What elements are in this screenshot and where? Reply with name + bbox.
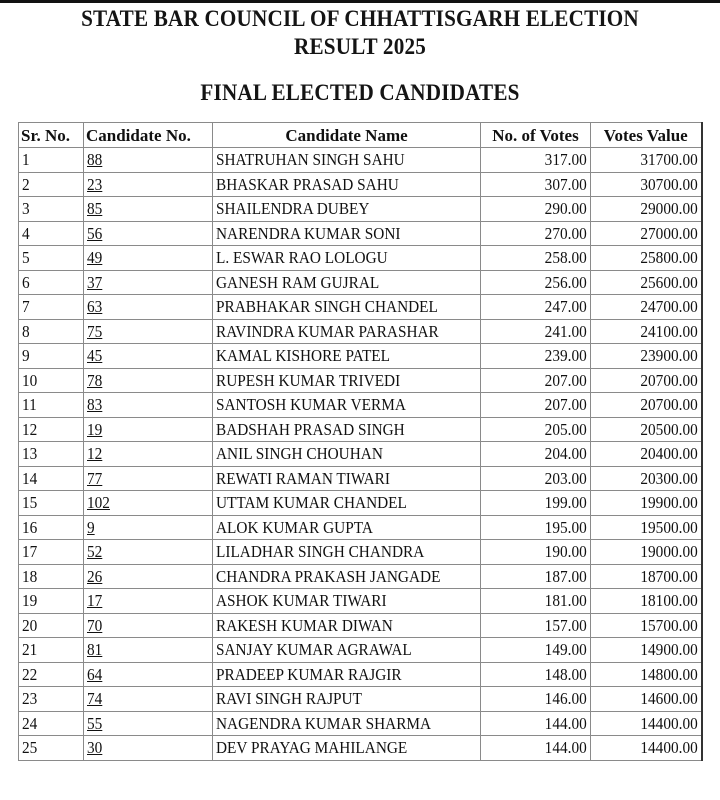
cell-votes-value [591,515,702,540]
votes-text: 247.00 [544,297,587,317]
cell-sr-no [19,344,84,369]
cell-candidate-name [213,197,481,222]
votes-text: 307.00 [544,174,587,194]
cell-sr-no [19,442,84,467]
candidate-no-link[interactable]: 64 [87,664,103,684]
cell-candidate-no[interactable] [84,246,213,271]
table-row [19,662,702,687]
cell-votes-value [591,368,702,393]
cell-votes-value [591,613,702,638]
sr-no-text: 7 [22,297,30,317]
cell-votes-value [591,711,702,736]
cell-candidate-no[interactable] [84,687,213,712]
cell-candidate-name [213,613,481,638]
votes-value-text: 14400.00 [640,738,698,758]
table-row [19,197,702,222]
sr-no-text: 22 [22,664,38,684]
cell-candidate-no[interactable] [84,295,213,320]
cell-votes-value [591,417,702,442]
votes-value-text: 30700.00 [640,174,698,194]
cell-sr-no [19,711,84,736]
sr-no-text: 15 [22,493,38,513]
cell-no-of-votes [481,295,591,320]
votes-text: 181.00 [544,591,587,611]
sr-no-text: 14 [22,468,38,488]
cell-candidate-no[interactable] [84,393,213,418]
votes-text: 148.00 [544,664,587,684]
candidate-name-text: CHANDRA PRAKASH JANGADE [216,566,441,586]
votes-value-text: 15700.00 [640,615,698,635]
cell-sr-no [19,662,84,687]
candidate-name-text: UTTAM KUMAR CHANDEL [216,493,407,513]
cell-sr-no [19,295,84,320]
votes-value-text: 18700.00 [640,566,698,586]
table-row [19,221,702,246]
votes-value-text: 25600.00 [640,272,698,292]
cell-candidate-name [213,270,481,295]
cell-candidate-no[interactable] [84,711,213,736]
table-row [19,368,702,393]
cell-votes-value [591,197,702,222]
candidate-no-link[interactable]: 37 [87,272,103,292]
document-subtitle: FINAL ELECTED CANDIDATES [200,80,520,105]
candidate-name-text: RAVINDRA KUMAR PARASHAR [216,321,439,341]
cell-votes-value [591,491,702,516]
cell-votes-value [591,270,702,295]
sr-no-text: 12 [22,419,38,439]
cell-candidate-name [213,148,481,173]
cell-no-of-votes [481,393,591,418]
sr-no-text: 8 [22,321,30,341]
document-title-line1: STATE BAR COUNCIL OF CHHATTISGARH ELECTION [81,6,639,31]
candidate-no-link[interactable]: 88 [87,150,103,170]
cell-candidate-no[interactable] [84,319,213,344]
votes-value-text: 14900.00 [640,640,698,660]
cell-candidate-no[interactable] [84,564,213,589]
candidate-no-link[interactable]: 102 [87,493,110,513]
votes-text: 146.00 [544,689,587,709]
cell-candidate-name [213,540,481,565]
votes-text: 317.00 [544,150,587,170]
candidate-name-text: REWATI RAMAN TIWARI [216,468,390,488]
candidate-name-text: KAMAL KISHORE PATEL [216,346,390,366]
votes-value-text: 20500.00 [640,419,698,439]
cell-votes-value [591,564,702,589]
header-sr-no: Sr. No. [19,123,84,148]
candidate-name-text: BHASKAR PRASAD SAHU [216,174,399,194]
votes-text: 258.00 [544,248,587,268]
candidate-name-text: SHAILENDRA DUBEY [216,199,370,219]
cell-no-of-votes [481,172,591,197]
candidate-name-text: DEV PRAYAG MAHILANGE [216,738,408,758]
candidate-name-text: BADSHAH PRASAD SINGH [216,419,405,439]
votes-text: 149.00 [544,640,587,660]
cell-candidate-name [213,344,481,369]
table-row [19,638,702,663]
cell-candidate-name [213,638,481,663]
candidate-name-text: NAGENDRA KUMAR SHARMA [216,713,432,733]
candidate-name-text: RUPESH KUMAR TRIVEDI [216,370,401,390]
table-row [19,442,702,467]
header-candidate-no: Candidate No. [84,123,213,148]
cell-sr-no [19,172,84,197]
votes-text: 195.00 [544,517,587,537]
votes-text: 144.00 [544,713,587,733]
cell-candidate-name [213,172,481,197]
cell-votes-value [591,148,702,173]
sr-no-text: 3 [22,199,30,219]
cell-votes-value [591,442,702,467]
cell-candidate-name [213,711,481,736]
cell-votes-value [591,246,702,271]
votes-value-text: 19000.00 [640,542,698,562]
votes-value-text: 20700.00 [640,370,698,390]
votes-value-text: 27000.00 [640,223,698,243]
candidate-no-link[interactable]: 56 [87,223,103,243]
cell-candidate-name [213,295,481,320]
cell-candidate-no[interactable] [84,589,213,614]
candidate-name-text: L. ESWAR RAO LOLOGU [216,248,388,268]
cell-votes-value [591,589,702,614]
cell-votes-value [591,466,702,491]
cell-candidate-no[interactable] [84,466,213,491]
votes-text: 205.00 [544,419,587,439]
cell-candidate-no[interactable] [84,491,213,516]
sr-no-text: 21 [22,640,38,660]
sr-no-text: 23 [22,689,38,709]
cell-votes-value [591,319,702,344]
table-row [19,172,702,197]
cell-votes-value [591,221,702,246]
table-row [19,270,702,295]
candidate-no-link[interactable]: 81 [87,640,103,660]
cell-sr-no [19,368,84,393]
cell-no-of-votes [481,319,591,344]
votes-value-text: 24700.00 [640,297,698,317]
candidate-name-text: SANJAY KUMAR AGRAWAL [216,640,412,660]
sr-no-text: 1 [22,150,30,170]
table-header-row [19,123,702,148]
cell-sr-no [19,221,84,246]
votes-text: 144.00 [544,738,587,758]
sr-no-text: 6 [22,272,30,292]
candidate-name-text: PRADEEP KUMAR RAJGIR [216,664,402,684]
votes-value-text: 23900.00 [640,346,698,366]
candidate-no-link[interactable]: 19 [87,419,103,439]
cell-no-of-votes [481,417,591,442]
cell-no-of-votes [481,344,591,369]
candidate-no-link[interactable]: 12 [87,444,103,464]
candidate-name-text: ANIL SINGH CHOUHAN [216,444,383,464]
cell-candidate-no[interactable] [84,172,213,197]
header-votes-value: Votes Value [591,123,702,148]
cell-sr-no [19,197,84,222]
votes-value-text: 14800.00 [640,664,698,684]
table-row [19,148,702,173]
header-no-of-votes: No. of Votes [481,123,591,148]
cell-no-of-votes [481,270,591,295]
cell-no-of-votes [481,148,591,173]
cell-sr-no [19,319,84,344]
cell-sr-no [19,417,84,442]
cell-no-of-votes [481,442,591,467]
cell-votes-value [591,172,702,197]
votes-text: 239.00 [544,346,587,366]
votes-value-text: 24100.00 [640,321,698,341]
cell-candidate-no[interactable] [84,197,213,222]
cell-votes-value [591,662,702,687]
candidate-name-text: SHATRUHAN SINGH SAHU [216,150,405,170]
table-row [19,736,702,761]
candidate-name-text: ASHOK KUMAR TIWARI [216,591,387,611]
votes-value-text: 19900.00 [640,493,698,513]
votes-text: 207.00 [544,395,587,415]
cell-sr-no [19,638,84,663]
cell-candidate-name [213,417,481,442]
votes-value-text: 31700.00 [640,150,698,170]
sr-no-text: 17 [22,542,38,562]
cell-candidate-no[interactable] [84,417,213,442]
candidate-no-link[interactable]: 63 [87,297,103,317]
table-row [19,295,702,320]
cell-no-of-votes [481,515,591,540]
cell-no-of-votes [481,589,591,614]
cell-sr-no [19,148,84,173]
cell-candidate-name [213,687,481,712]
cell-sr-no [19,246,84,271]
cell-candidate-no[interactable] [84,638,213,663]
table-row [19,515,702,540]
cell-candidate-name [213,736,481,761]
cell-sr-no [19,687,84,712]
sr-no-text: 4 [22,223,30,243]
candidate-no-link[interactable]: 49 [87,248,103,268]
votes-value-text: 18100.00 [640,591,698,611]
cell-no-of-votes [481,197,591,222]
cell-no-of-votes [481,638,591,663]
candidate-no-link[interactable]: 77 [87,468,103,488]
cell-candidate-no[interactable] [84,540,213,565]
table-row [19,319,702,344]
header-candidate-name: Candidate Name [213,123,481,148]
votes-text: 187.00 [544,566,587,586]
candidate-name-text: NARENDRA KUMAR SONI [216,223,401,243]
votes-value-text: 14400.00 [640,713,698,733]
table-row [19,344,702,369]
cell-candidate-name [213,442,481,467]
cell-votes-value [591,295,702,320]
votes-text: 199.00 [544,493,587,513]
sr-no-text: 20 [22,615,38,635]
candidate-name-text: PRABHAKAR SINGH CHANDEL [216,297,438,317]
cell-candidate-name [213,368,481,393]
sr-no-text: 13 [22,444,38,464]
cell-candidate-name [213,319,481,344]
cell-no-of-votes [481,613,591,638]
cell-sr-no [19,613,84,638]
cell-no-of-votes [481,246,591,271]
table-row [19,711,702,736]
votes-text: 203.00 [544,468,587,488]
cell-no-of-votes [481,564,591,589]
table-row [19,246,702,271]
cell-sr-no [19,491,84,516]
cell-candidate-name [213,589,481,614]
candidate-no-link[interactable]: 26 [87,566,103,586]
cell-no-of-votes [481,736,591,761]
document-title-line2: RESULT 2025 [294,34,426,59]
cell-candidate-no[interactable] [84,662,213,687]
cell-candidate-name [213,564,481,589]
cell-sr-no [19,466,84,491]
cell-candidate-name [213,662,481,687]
cell-candidate-name [213,221,481,246]
cell-candidate-no[interactable] [84,613,213,638]
cell-votes-value [591,344,702,369]
cell-sr-no [19,736,84,761]
sr-no-text: 10 [22,370,38,390]
votes-text: 204.00 [544,444,587,464]
table-row [19,613,702,638]
candidate-name-text: LILADHAR SINGH CHANDRA [216,542,425,562]
cell-votes-value [591,687,702,712]
votes-text: 190.00 [544,542,587,562]
cell-no-of-votes [481,662,591,687]
votes-value-text: 19500.00 [640,517,698,537]
cell-candidate-no[interactable] [84,221,213,246]
candidate-name-text: SANTOSH KUMAR VERMA [216,395,406,415]
sr-no-text: 5 [22,248,30,268]
results-table [18,122,703,761]
candidate-no-link[interactable]: 23 [87,174,103,194]
table-row [19,417,702,442]
cell-sr-no [19,564,84,589]
sr-no-text: 18 [22,566,38,586]
candidate-no-link[interactable]: 75 [87,321,103,341]
candidate-no-link[interactable]: 78 [87,370,103,390]
cell-candidate-no[interactable] [84,148,213,173]
candidate-no-link[interactable]: 45 [87,346,103,366]
cell-votes-value [591,736,702,761]
cell-sr-no [19,540,84,565]
cell-no-of-votes [481,221,591,246]
votes-value-text: 20300.00 [640,468,698,488]
cell-sr-no [19,589,84,614]
votes-value-text: 25800.00 [640,248,698,268]
table-row [19,491,702,516]
cell-candidate-name [213,515,481,540]
candidate-no-link[interactable]: 9 [87,517,95,537]
table-row [19,393,702,418]
sr-no-text: 11 [22,395,37,415]
candidate-no-link[interactable]: 83 [87,395,103,415]
sr-no-text: 16 [22,517,38,537]
top-border-bar [0,0,720,3]
cell-no-of-votes [481,540,591,565]
cell-no-of-votes [481,687,591,712]
candidate-name-text: GANESH RAM GUJRAL [216,272,380,292]
cell-candidate-no[interactable] [84,442,213,467]
cell-candidate-name [213,466,481,491]
sr-no-text: 25 [22,738,38,758]
votes-value-text: 14600.00 [640,689,698,709]
candidate-no-link[interactable]: 74 [87,689,103,709]
votes-value-text: 20700.00 [640,395,698,415]
candidate-no-link[interactable]: 17 [87,591,103,611]
cell-candidate-no[interactable] [84,344,213,369]
votes-text: 270.00 [544,223,587,243]
candidate-no-link[interactable]: 52 [87,542,103,562]
candidate-no-link[interactable]: 85 [87,199,103,219]
candidate-name-text: RAVI SINGH RAJPUT [216,689,362,709]
cell-votes-value [591,393,702,418]
cell-candidate-name [213,246,481,271]
cell-candidate-no[interactable] [84,270,213,295]
cell-votes-value [591,638,702,663]
table-row [19,687,702,712]
candidate-name-text: ALOK KUMAR GUPTA [216,517,373,537]
table-row [19,466,702,491]
votes-value-text: 29000.00 [640,199,698,219]
votes-text: 290.00 [544,199,587,219]
table-row [19,589,702,614]
candidate-no-link[interactable]: 30 [87,738,103,758]
cell-candidate-name [213,491,481,516]
votes-text: 241.00 [544,321,587,341]
votes-text: 157.00 [544,615,587,635]
cell-candidate-no[interactable] [84,515,213,540]
table-row [19,564,702,589]
votes-value-text: 20400.00 [640,444,698,464]
candidate-no-link[interactable]: 55 [87,713,103,733]
sr-no-text: 19 [22,591,38,611]
cell-candidate-name [213,393,481,418]
cell-sr-no [19,515,84,540]
cell-no-of-votes [481,368,591,393]
cell-no-of-votes [481,491,591,516]
cell-sr-no [19,393,84,418]
cell-votes-value [591,540,702,565]
votes-text: 256.00 [544,272,587,292]
candidate-no-link[interactable]: 70 [87,615,103,635]
table-row [19,540,702,565]
cell-no-of-votes [481,711,591,736]
sr-no-text: 9 [22,346,30,366]
sr-no-text: 24 [22,713,38,733]
candidate-name-text: RAKESH KUMAR DIWAN [216,615,393,635]
cell-sr-no [19,270,84,295]
cell-no-of-votes [481,466,591,491]
sr-no-text: 2 [22,174,30,194]
votes-text: 207.00 [544,370,587,390]
cell-candidate-no[interactable] [84,736,213,761]
cell-candidate-no[interactable] [84,368,213,393]
